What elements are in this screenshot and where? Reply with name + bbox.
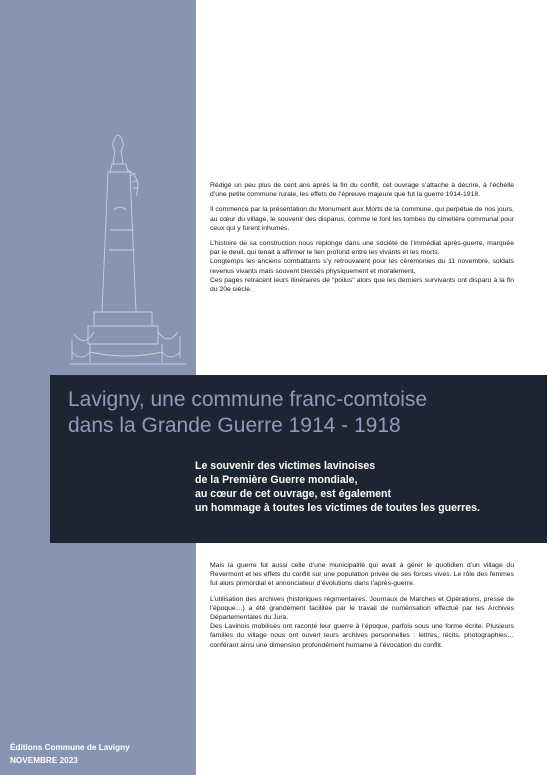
intro-paragraph-4: Longtemps les anciens combattants s’y retrouvaient pour les cérémonies du 11 novembre, soldats revenus vivants mais souvent blessés physiquement et moralement.	[210, 258, 514, 275]
intro-text	[210, 181, 514, 294]
dedication-line-2: de la Première Guerre mondiale,	[195, 474, 358, 486]
intro-paragraph-2: Il commence par la présentation du Monument aux Morts de la commune, qui perpétue de nos jours, au cœur du village, le souvenir des disparus, comme le font les tombes du cimetière communal pour ceux qui y furent inhumés.	[210, 206, 514, 232]
book-title	[68, 387, 538, 439]
publisher-name: Éditions Commune de Lavigny	[10, 743, 130, 752]
dedication-line-4: un hommage à toutes les victimes de toutes les guerres.	[195, 502, 480, 514]
war-memorial-sketch	[70, 120, 190, 370]
publisher-footer	[10, 741, 130, 767]
title-banner	[50, 375, 547, 543]
outro-paragraph-2: L’utilisation des archives (historiques régimentaires, Journaux de Marches et Opérations, presse de l’époque…) a été grandement facilitée par le travail de numérisation effectué par les Archives Départementales du Jura.	[210, 595, 514, 622]
outro-paragraph-3: Des Lavinois mobilisés ont raconté leur guerre à l’époque, parfois sous une forme écrite. Plusieurs familles du village nous ont ouvert leurs archives personnelles : lettres, récits, photographies… conférant ainsi une dimension profondément humaine à l’évocation du conflit.	[210, 623, 514, 649]
outro-paragraph-1: Mais la guerre fut aussi celle d’une municipalité qui avait à gérer le quotidien d’un village du Revermont et les effets du conflit sur une population privée de ses forces vives. Le rôle des femmes fut alors primordial et annonciateur d’évolutions dans l’après-guerre.	[210, 562, 514, 588]
book-dedication	[195, 459, 540, 515]
intro-paragraph-3: L’histoire de sa construction nous replonge dans une société de l’immédiat après-guerre, marquée par le deuil, qui tenait à affirmer le lien profond entre les vivants et les morts.	[210, 240, 514, 257]
outro-text	[210, 561, 514, 650]
book-title-line-2: dans la Grande Guerre 1914 - 1918	[68, 414, 401, 437]
intro-paragraph-5: Ces pages retracent leurs itinéraires de "poilus" alors que les derniers survivants ont disparu à la fin du 20e siècle.	[210, 276, 514, 294]
dedication-line-3: au cœur de cet ouvrage, est également	[195, 488, 392, 500]
intro-paragraph-1: Rédigé un peu plus de cent ans après la fin du conflit, cet ouvrage s’attache à décrire, à l’échelle d’une petite commune rurale, les effets de l’épreuve majeure que fut la guerre 1914-1918.	[210, 182, 514, 199]
dedication-line-1: Le souvenir des victimes lavinoises	[195, 460, 376, 472]
publication-date: NOVEMBRE 2023	[10, 756, 78, 765]
book-title-line-1: Lavigny, une commune franc-comtoise	[68, 388, 428, 411]
